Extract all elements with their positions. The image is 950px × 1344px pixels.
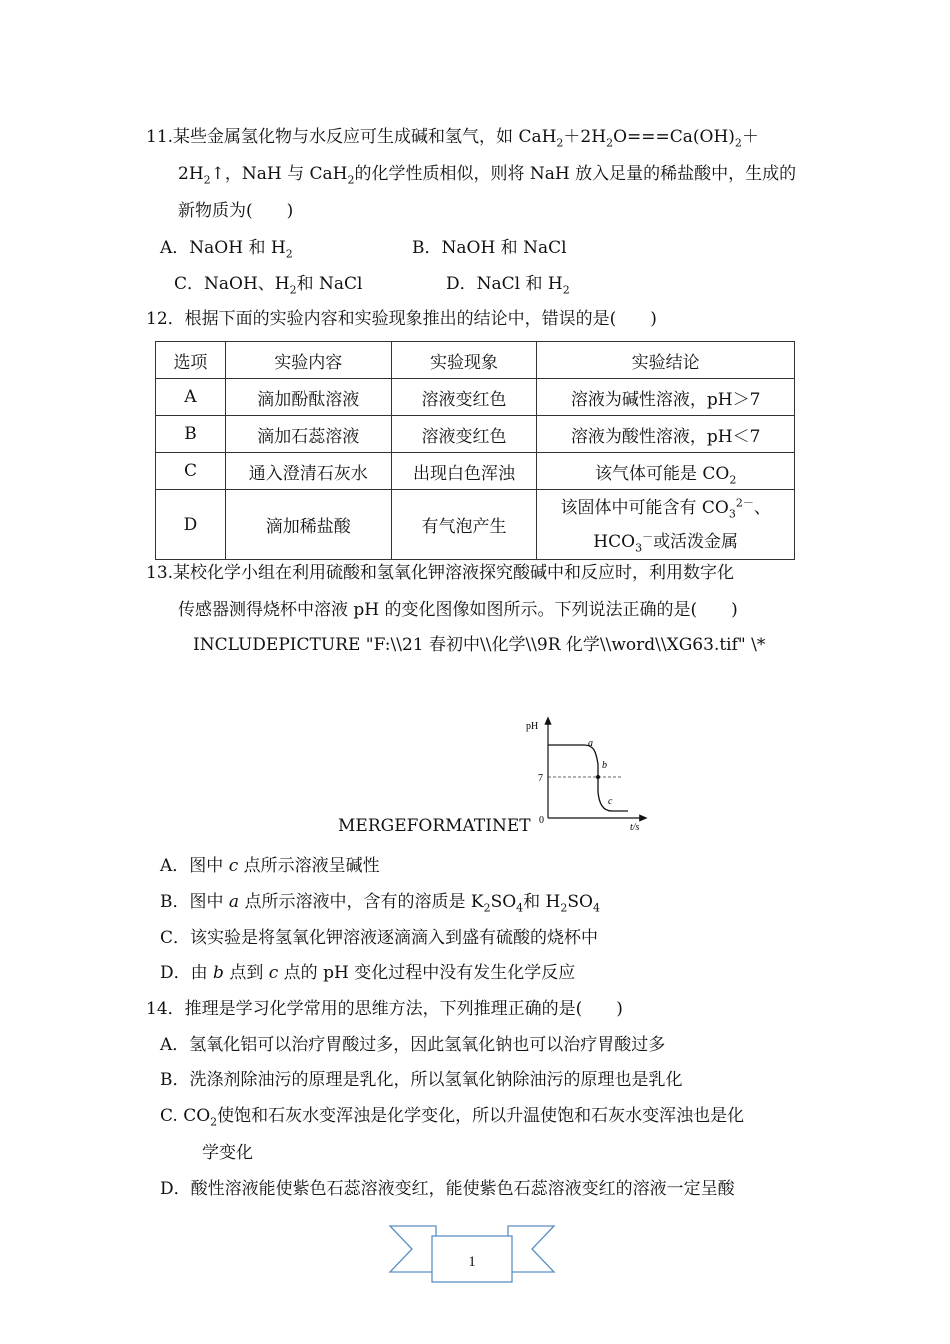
q14-option-c: [160, 1105, 744, 1127]
subscript: 2: [347, 173, 355, 187]
subscript: 3: [728, 506, 736, 520]
option-text: A．图中: [160, 856, 229, 876]
option-text: 点所示溶液中，含有的溶质是 K: [239, 892, 484, 912]
point-b-label: b: [602, 760, 607, 771]
q13-option-b: [160, 891, 600, 913]
option-text: 点所示溶液呈碱性: [238, 856, 380, 876]
option-italic: c: [228, 856, 239, 876]
table-row: [156, 453, 795, 490]
option-italic: b: [213, 963, 224, 983]
ph-graph: [520, 712, 650, 834]
cell-line: [537, 525, 794, 559]
option-text: 使饱和石灰水变浑浊是化学变化，所以升温使饱和石灰水变浑浊也是化: [217, 1106, 745, 1126]
q14-option-a: A．氢氧化铝可以治疗胃酸过多，因此氢氧化钠也可以治疗胃酸过多: [160, 1035, 666, 1055]
cell-text: 或活泼金属: [653, 531, 739, 552]
table-cell: 出现白色浑浊: [391, 453, 537, 490]
q12-stem: 12．根据下面的实验内容和实验现象推出的结论中，错误的是( ): [146, 309, 657, 329]
table-cell: D: [156, 490, 226, 560]
subscript: 4: [516, 901, 524, 915]
q11-line-1: [146, 126, 759, 148]
table-row: [156, 490, 795, 560]
tick-label-7: 7: [538, 773, 543, 784]
q11-text: 11.某些金属氢化物与水反应可生成碱和氢气，如 CaH: [146, 127, 557, 147]
option-text: 点到: [223, 963, 269, 983]
table-cell: [537, 490, 795, 560]
q13-option-d: [160, 962, 575, 984]
table-cell: 通入澄清石灰水: [225, 453, 391, 490]
subscript: 2: [606, 136, 614, 150]
x-axis-label: t/s: [630, 822, 640, 833]
subscript: 2: [210, 1115, 218, 1129]
option-text: B．图中: [160, 892, 229, 912]
origin-label: 0: [539, 815, 544, 826]
option-text: C．NaOH、H: [174, 274, 290, 294]
page-number: 1: [468, 1254, 476, 1270]
table-cell: 滴加酚酞溶液: [225, 379, 391, 416]
page-number-badge: [388, 1222, 556, 1284]
q11-option-b: B．NaOH 和 NaCl: [412, 238, 567, 258]
subscript: 2: [734, 136, 742, 150]
option-italic: a: [228, 892, 240, 912]
q11-option-a: [160, 237, 293, 259]
superscript: －: [642, 529, 654, 543]
q11-line-3: 新物质为( ): [178, 201, 294, 221]
table-cell: 溶液为酸性溶液，pH＜7: [537, 416, 795, 453]
ribbon-right: [508, 1226, 554, 1272]
table-row: [156, 379, 795, 416]
option-text: SO: [567, 892, 593, 912]
table-header: 实验现象: [391, 342, 537, 379]
q11-line-2: [178, 163, 796, 185]
table-header-row: [156, 342, 795, 379]
table-cell: 有气泡产生: [391, 490, 537, 560]
option-text: D．NaCl 和 H: [446, 274, 563, 294]
subscript: 4: [592, 901, 600, 915]
subscript: 2: [556, 136, 564, 150]
table-row: [156, 416, 795, 453]
table-cell: 滴加石蕊溶液: [225, 416, 391, 453]
table-cell: 溶液变红色: [391, 416, 537, 453]
table-cell: 溶液变红色: [391, 379, 537, 416]
option-text: C. CO: [160, 1106, 211, 1126]
option-text: 和 H: [523, 892, 561, 912]
ribbon-left: [390, 1226, 436, 1272]
y-axis-label: pH: [526, 721, 539, 732]
q11-text: 2H: [178, 164, 204, 184]
option-text: SO: [490, 892, 517, 912]
option-text: D．由: [160, 963, 214, 983]
q14-option-c-line-2: 学变化: [202, 1143, 253, 1163]
q11-text: 的化学性质相似，则将 NaH 放入足量的稀盐酸中，生成的: [354, 164, 797, 184]
table-cell: A: [156, 379, 226, 416]
cell-line: [537, 491, 794, 525]
option-text: 点的 pH 变化过程中没有发生化学反应: [278, 963, 576, 983]
option-text: 和 NaCl: [296, 274, 363, 294]
subscript: 2: [562, 283, 570, 297]
q13-option-a: [160, 855, 380, 877]
subscript: 2: [560, 901, 568, 915]
point-a-label: a: [588, 738, 593, 749]
ph-curve: [548, 745, 628, 811]
table-cell: 滴加稀盐酸: [225, 490, 391, 560]
table-header: 选项: [156, 342, 226, 379]
table-cell: [537, 453, 795, 490]
q14-stem: 14．推理是学习化学常用的思维方法，下列推理正确的是( ): [146, 999, 623, 1019]
point-c-label: c: [608, 796, 613, 807]
subscript: 2: [203, 173, 211, 187]
point-b-marker: [596, 775, 600, 779]
subscript: 2: [729, 472, 737, 486]
q14-option-d: D．酸性溶液能使紫色石蕊溶液变红，能使紫色石蕊溶液变红的溶液一定呈酸: [160, 1179, 735, 1199]
q13-line-1: 13.某校化学小组在利用硫酸和氢氧化钾溶液探究酸碱中和反应时，利用数字化: [146, 563, 735, 583]
q11-text: ＋2H: [563, 127, 607, 147]
cell-text: 、: [753, 497, 771, 518]
superscript: 2－: [735, 495, 754, 509]
q11-option-d: [446, 273, 570, 295]
q11-text: ↑，NaH 与 CaH: [210, 164, 348, 184]
q13-field-code: INCLUDEPICTURE "F:\\21 春初中\\化学\\9R 化学\\word\\XG63.tif" \*: [193, 635, 766, 655]
table-cell: 溶液为碱性溶液，pH＞7: [537, 379, 795, 416]
q13-field-code-2: MERGEFORMATINET: [338, 816, 531, 836]
subscript: 3: [635, 540, 643, 554]
q11-text: ＋: [741, 127, 759, 147]
subscript: 2: [285, 247, 293, 261]
q14-option-b: B．洗涤剂除油污的原理是乳化，所以氢氧化钠除油污的原理也是乳化: [160, 1070, 683, 1090]
table-header: 实验内容: [225, 342, 391, 379]
cell-text: HCO: [593, 531, 636, 552]
cell-text: 该气体可能是 CO: [595, 463, 730, 484]
experiment-table: [155, 341, 795, 560]
q11-option-c: [174, 273, 362, 295]
table-header: 实验结论: [537, 342, 795, 379]
subscript: 2: [289, 283, 297, 297]
option-italic: c: [268, 963, 279, 983]
table-cell: B: [156, 416, 226, 453]
q13-option-c: C．该实验是将氢氧化钾溶液逐滴滴入到盛有硫酸的烧杯中: [160, 928, 599, 948]
subscript: 2: [483, 901, 491, 915]
cell-text: 该固体中可能含有 CO: [560, 497, 729, 518]
table-cell: C: [156, 453, 226, 490]
q13-line-2: 传感器测得烧杯中溶液 pH 的变化图像如图所示。下列说法正确的是( ): [178, 600, 738, 620]
option-text: A．NaOH 和 H: [160, 238, 286, 258]
q11-text: O===Ca(OH): [613, 127, 735, 147]
